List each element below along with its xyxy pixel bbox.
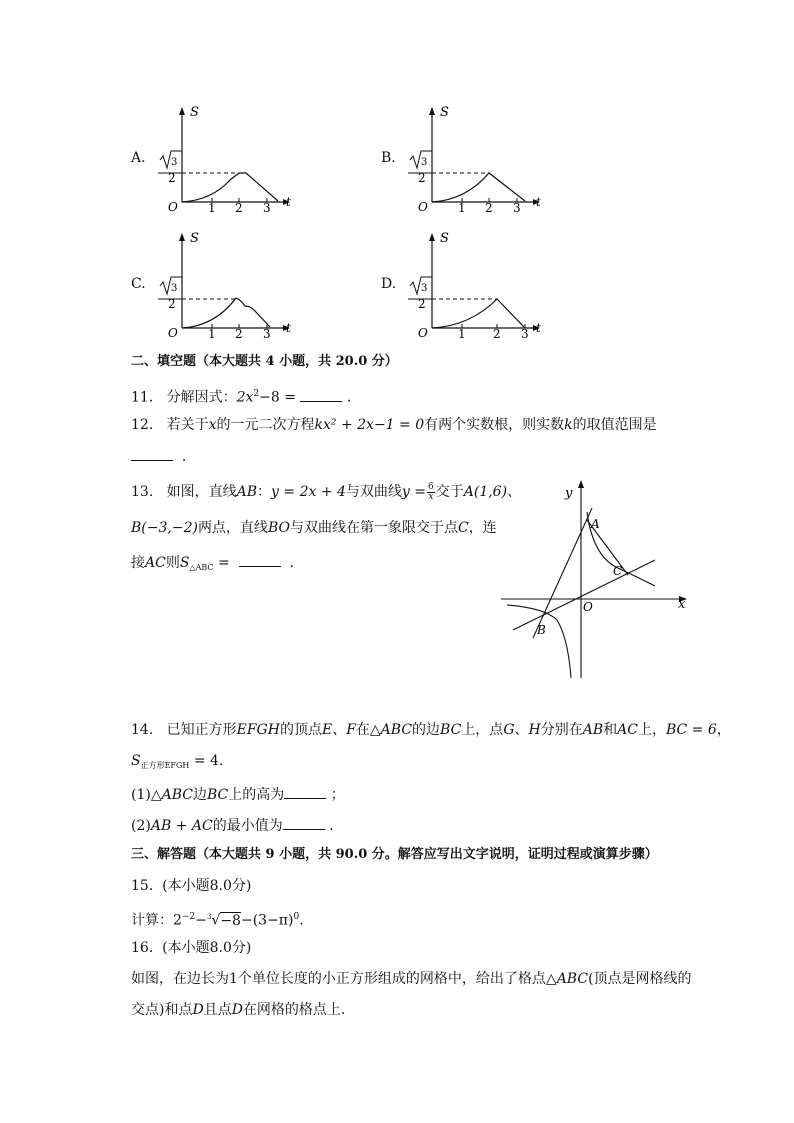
option-d-tick-3: 3 <box>521 327 529 341</box>
q16-number: 16. <box>131 940 154 956</box>
q12-answer-blank <box>131 446 173 461</box>
option-b-s-label: S <box>440 105 449 120</box>
q14-answer-blank-2 <box>283 815 325 830</box>
option-a-origin: O <box>168 200 178 214</box>
q15-score: (本小题8.0分) <box>162 878 252 894</box>
q13-label-a: A <box>591 517 600 531</box>
q15-number: 15. <box>131 878 154 894</box>
q13-point-b: B(−3,−2) <box>131 520 198 536</box>
option-a-s-label: S <box>190 105 199 120</box>
option-d-graph <box>400 226 550 341</box>
q13-label-b: B <box>537 623 546 637</box>
option-b-t-label: t <box>536 195 541 209</box>
q11-text: 分解因式： <box>166 389 237 406</box>
option-b-graph <box>400 100 550 215</box>
q16-header <box>131 938 251 958</box>
q11-exp: 2 <box>253 389 260 399</box>
q13-origin-label: O <box>583 600 593 614</box>
q13-line-1: 13. 如图，直线AB：y = 2x + 4与双曲线y = $\frac{6}{x}$ 交于A(1,6)、 <box>131 481 522 502</box>
q12-part3: 有两个实数根，则实数 <box>424 417 565 433</box>
option-d-origin: O <box>418 326 428 340</box>
q11-number: 11. <box>131 389 154 406</box>
q13-answer-blank <box>239 552 281 567</box>
option-d-sqrt-value: 3 <box>421 283 428 294</box>
q13-line-3: 接AC则$S_{\triangle ABC}$ = . <box>131 552 294 578</box>
option-b-origin: O <box>418 200 428 214</box>
option-d-s-label: S <box>440 231 449 246</box>
question-11: 11. 分解因式：$2x^2-8$ = . <box>131 384 351 408</box>
q11-expr: 2x <box>236 389 254 406</box>
option-d-tick-2: 2 <box>493 327 501 341</box>
option-c-tick-1: 1 <box>208 327 216 341</box>
option-a-two-label: 2 <box>168 171 176 185</box>
q14-line-1: 14. 已知正方形EFGH的顶点E、F在△ABC的边BC上，点G、H分别在AB和AC上，BC = 6， <box>131 722 731 738</box>
q13-line-equation: y = 2x + 4 <box>271 484 346 500</box>
option-a-t-label: t <box>286 195 291 209</box>
option-a-letter: A. <box>131 150 146 166</box>
q14-line-2: $S_{正方形EFGH} = 4$. <box>131 753 224 770</box>
option-c-tick-2: 2 <box>235 327 243 341</box>
option-c-origin: O <box>168 326 178 340</box>
q13-hyperbola-eq: y = <box>401 484 427 500</box>
option-a-tick-3: 3 <box>263 201 271 215</box>
q14-part-2: (2)AB + AC的最小值为 . <box>131 815 334 836</box>
q12-k: k <box>564 417 573 433</box>
option-b-tick-2: 2 <box>485 201 493 215</box>
option-c-t-label: t <box>286 321 291 335</box>
option-a-sqrt-value: 3 <box>171 157 178 168</box>
option-c-letter: C. <box>131 276 146 292</box>
option-a-graph <box>150 100 300 215</box>
option-a-tick-1: 1 <box>208 201 216 215</box>
option-b-two-label: 2 <box>418 171 426 185</box>
option-b-tick-3: 3 <box>513 201 521 215</box>
option-c-tick-3: 3 <box>263 327 271 341</box>
q15-header <box>131 876 251 896</box>
q12-x: x <box>208 417 217 433</box>
q13-graph <box>495 478 700 683</box>
q13-point-a: A(1,6) <box>463 484 508 500</box>
q16-line-1: 如图，在边长为1个单位长度的小正方形组成的网格中，给出了格点△ABC(顶点是网格线的 <box>131 971 692 987</box>
option-d-tick-1: 1 <box>458 327 466 341</box>
q12-equation: kx² + 2x−1 = 0 <box>314 417 425 433</box>
option-c-sqrt-value: 3 <box>171 283 178 294</box>
q11-rest: −8 = <box>259 389 296 406</box>
q12-part2: 的一元二次方程 <box>216 417 315 433</box>
q14-part-1: (1)△ABC边BC上的高为 ； <box>131 784 345 805</box>
option-b-letter: B. <box>381 150 396 166</box>
q13-label-c: C <box>613 564 623 578</box>
q12-line-2: . <box>131 446 186 467</box>
q16-score: (本小题8.0分) <box>162 940 252 956</box>
q16-line-2: 交点)和点D且点D在网格的格点上. <box>131 1002 346 1018</box>
q12-part4: 的取值范围是 <box>572 417 657 433</box>
option-a-tick-2: 2 <box>235 201 243 215</box>
q13-number: 13. <box>131 484 154 500</box>
option-b-sqrt-value: 3 <box>421 157 428 168</box>
question-12 <box>131 415 657 435</box>
option-c-two-label: 2 <box>168 297 176 311</box>
q11-answer-blank <box>300 387 342 402</box>
q12-number: 12. <box>131 417 154 433</box>
q13-line-2: B(−3,−2)两点，直线BO与双曲线在第一象限交于点C，连 <box>131 520 497 536</box>
q13-y-label: y <box>565 486 573 501</box>
option-b-tick-1: 1 <box>458 201 466 215</box>
q14-number: 14. <box>131 722 154 738</box>
option-d-t-label: t <box>536 321 541 335</box>
option-d-letter: D. <box>381 276 397 292</box>
section-2-title: 二、填空题（本大题共 4 小题，共 20.0 分） <box>131 354 398 369</box>
q12-part1: 若关于 <box>166 417 209 433</box>
q14-answer-blank-1 <box>284 784 326 799</box>
section-3-title: 三、解答题（本大题共 9 小题，共 90.0 分。解答应写出文字说明，证明过程或演算步骤） <box>131 847 658 862</box>
option-d-two-label: 2 <box>418 297 426 311</box>
option-c-s-label: S <box>190 231 199 246</box>
option-c-graph <box>150 226 300 341</box>
q13-x-label: x <box>678 597 686 612</box>
q15-expression: 计算：$2^{-2}-^3√-8-(3-\pi)^0$. <box>131 912 304 929</box>
